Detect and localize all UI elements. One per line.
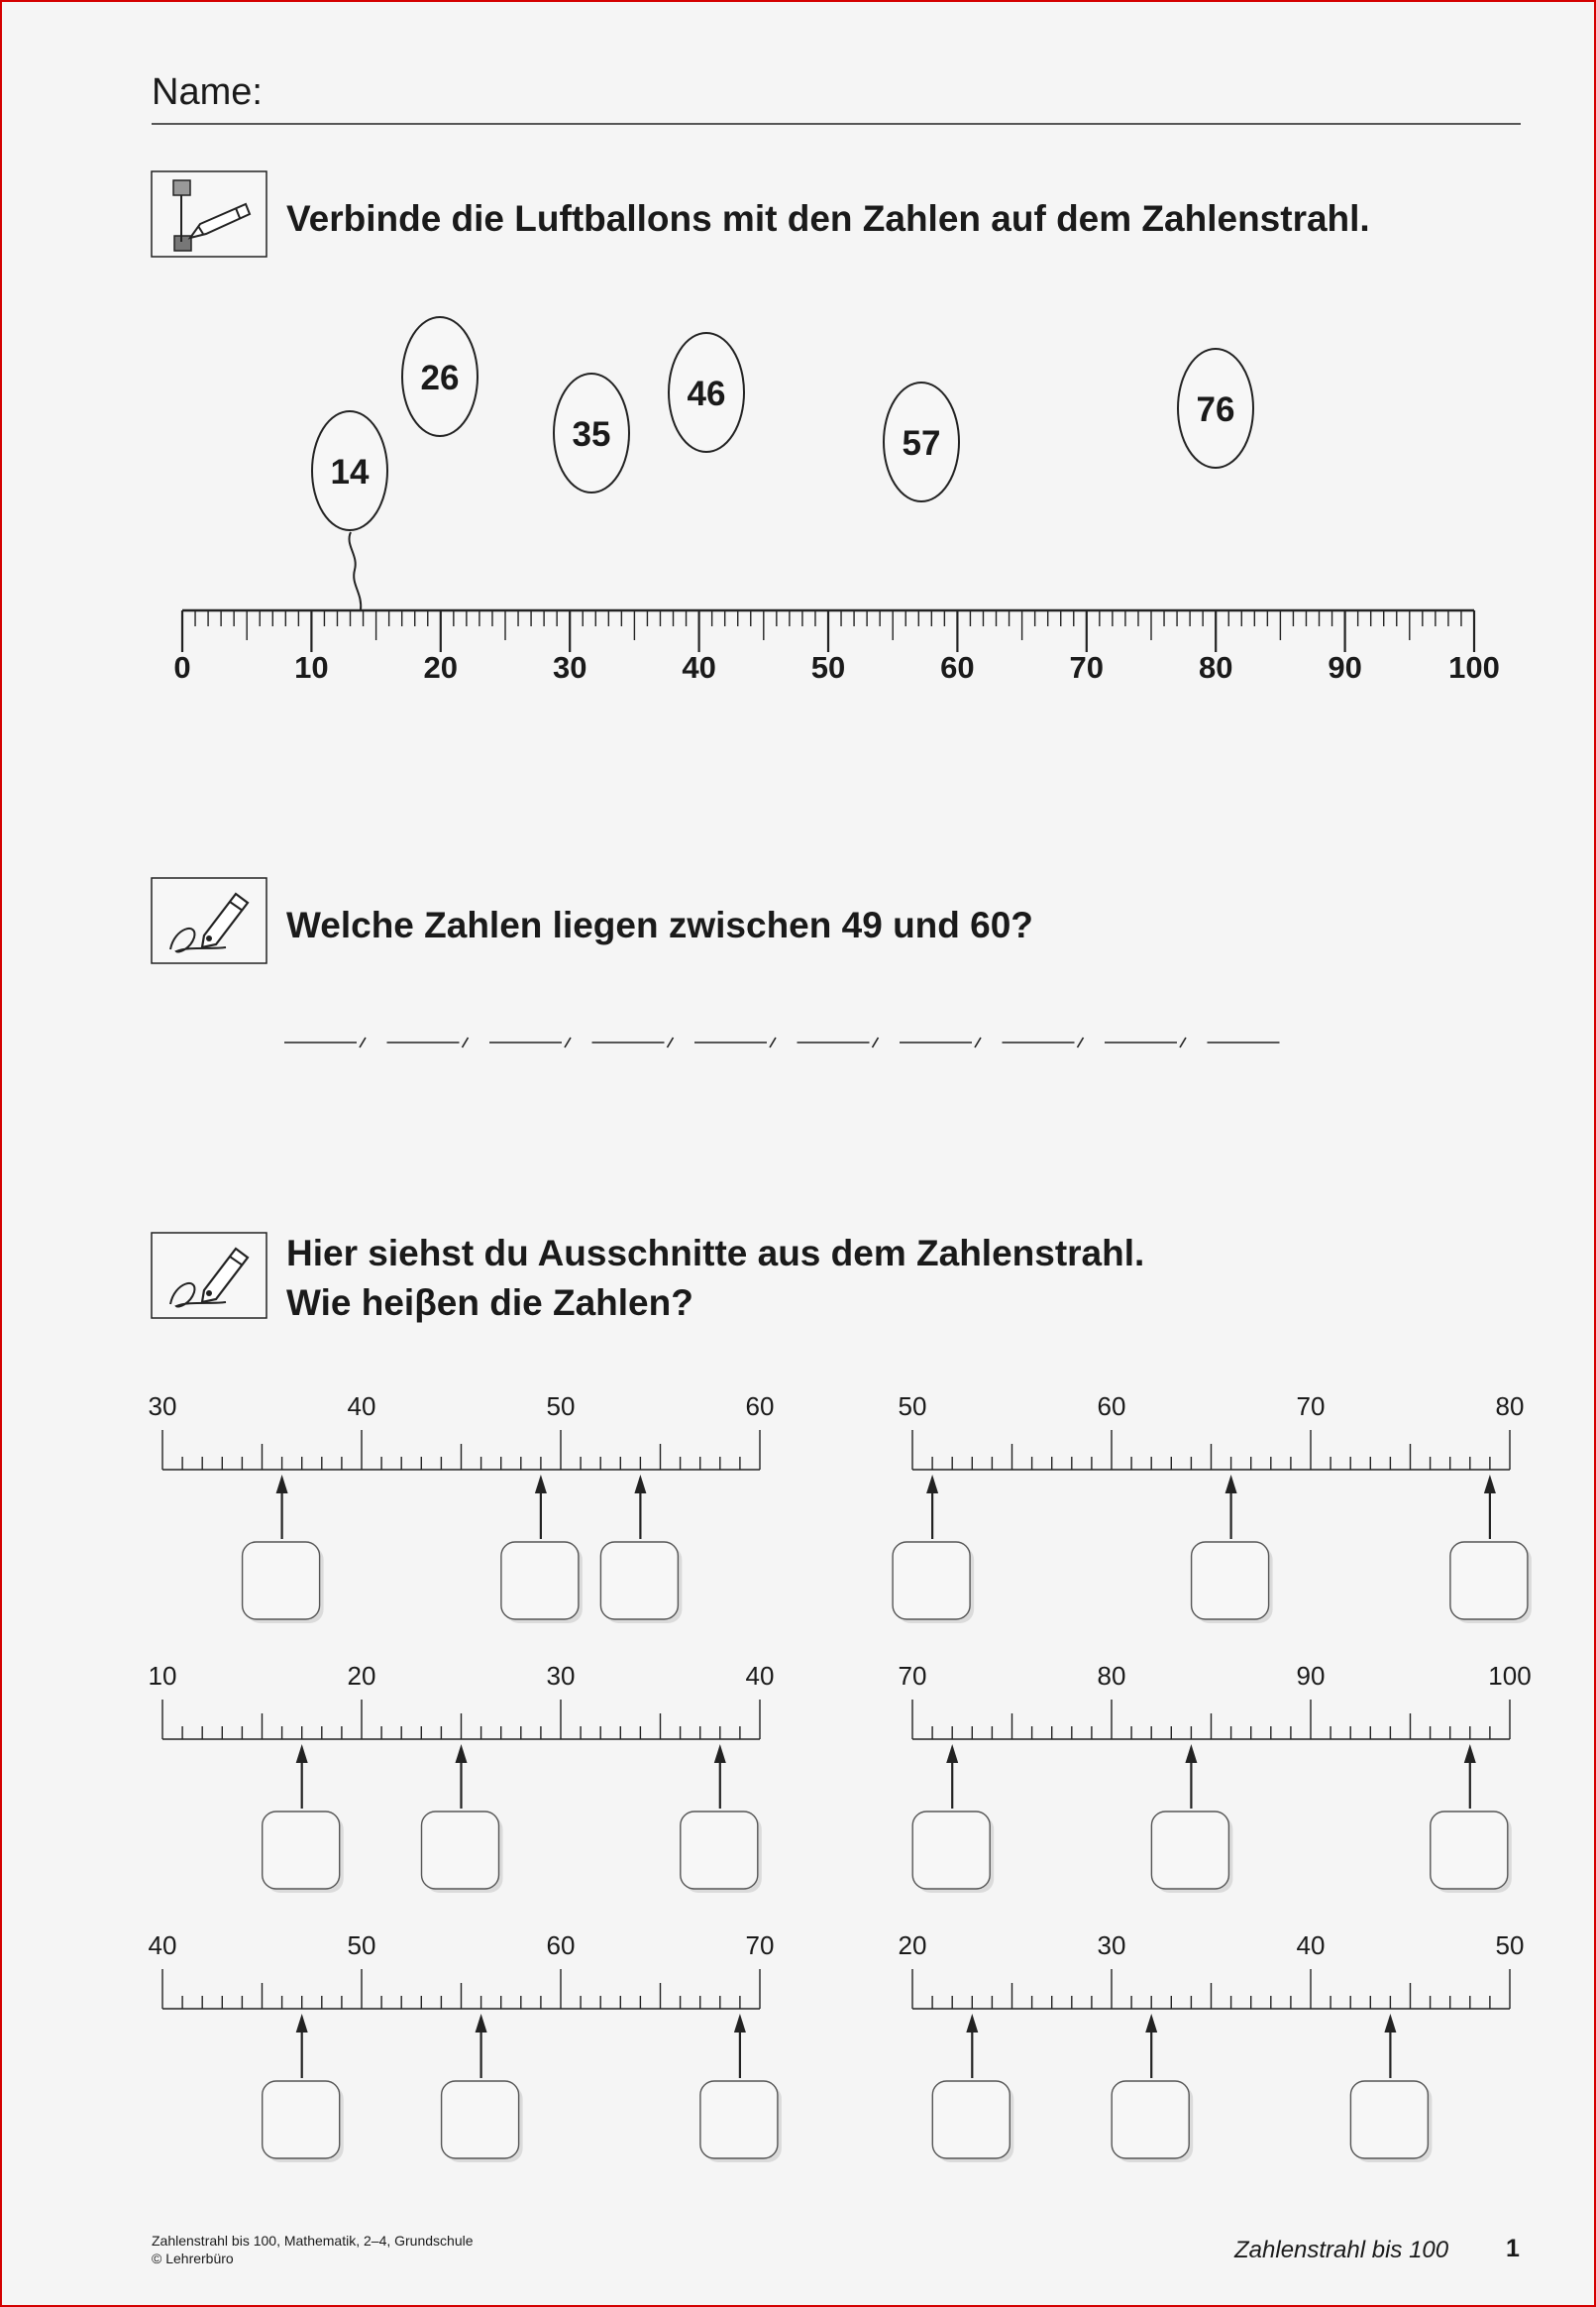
task2-icon-box — [152, 878, 266, 963]
answer-blank[interactable] — [1105, 1038, 1186, 1047]
answer-box[interactable] — [1151, 1812, 1228, 1889]
excerpt-tick-label: 80 — [1097, 1661, 1126, 1691]
number-line-excerpt — [899, 1930, 1525, 2162]
balloon[interactable] — [669, 333, 744, 452]
answer-box[interactable] — [681, 1812, 758, 1889]
task2-title: Welche Zahlen liegen zwischen 49 und 60? — [286, 905, 1033, 945]
answer-pointer — [1112, 2014, 1193, 2162]
excerpt-tick-label: 40 — [745, 1661, 775, 1691]
tick-label: 40 — [682, 650, 716, 685]
balloon[interactable] — [402, 317, 478, 436]
answer-blank[interactable] — [694, 1038, 776, 1047]
separator-slash — [975, 1038, 981, 1047]
arrow-head-icon — [296, 2014, 308, 2032]
balloon-number: 35 — [572, 415, 611, 454]
excerpt-tick-label: 10 — [148, 1661, 177, 1691]
answer-blank[interactable] — [284, 1038, 366, 1047]
answer-box[interactable] — [700, 2081, 778, 2158]
number-line-0-100 — [173, 610, 1499, 685]
excerpt-tick-label: 20 — [898, 1930, 927, 1960]
separator-slash — [565, 1038, 571, 1047]
separator-slash — [463, 1038, 469, 1047]
excerpt-tick-label: 30 — [1097, 1930, 1126, 1960]
arrow-head-icon — [1145, 2014, 1157, 2032]
answer-box[interactable] — [442, 2081, 519, 2158]
excerpt-tick-label: 90 — [1296, 1661, 1326, 1691]
task3-icon-box — [152, 1233, 266, 1318]
answer-pointer — [1192, 1475, 1273, 1623]
balloon[interactable] — [554, 374, 629, 493]
answer-box[interactable] — [1112, 2081, 1189, 2158]
task3-title-line2: Wie heiβen die Zahlen? — [286, 1282, 693, 1323]
separator-slash — [1078, 1038, 1084, 1047]
answer-pointer — [1151, 1744, 1232, 1893]
balloon-number: 76 — [1196, 390, 1235, 429]
answer-box[interactable] — [263, 1812, 340, 1889]
arrow-head-icon — [926, 1475, 938, 1493]
excerpt-tick-label: 70 — [1296, 1391, 1326, 1421]
tick-label: 80 — [1198, 650, 1233, 685]
task3-title-line1: Hier siehst du Ausschnitte aus dem Zahlenstrahl. — [286, 1233, 1145, 1273]
tick-label: 10 — [294, 650, 329, 685]
arrow-head-icon — [276, 1475, 288, 1493]
separator-slash — [360, 1038, 366, 1047]
excerpt-tick-label: 80 — [1495, 1391, 1525, 1421]
answer-pointer — [681, 1744, 762, 1893]
arrow-head-icon — [1225, 1475, 1237, 1493]
answer-box[interactable] — [422, 1812, 499, 1889]
arrow-head-icon — [714, 1744, 726, 1763]
excerpt-tick-label: 50 — [546, 1391, 576, 1421]
answer-pointer — [1450, 1475, 1532, 1623]
answer-box[interactable] — [893, 1542, 970, 1619]
excerpt-tick-label: 30 — [148, 1391, 177, 1421]
arrow-head-icon — [1185, 1744, 1197, 1763]
tick-label: 0 — [173, 650, 191, 685]
answer-box[interactable] — [912, 1812, 990, 1889]
answer-pointer — [1350, 2014, 1432, 2162]
tick-label: 70 — [1069, 650, 1105, 685]
footer-title: Zahlenstrahl bis 100 — [1234, 2237, 1449, 2263]
balloon-number: 14 — [330, 453, 370, 492]
tick-label: 30 — [552, 650, 587, 685]
tick-label: 60 — [940, 650, 975, 685]
balloon-number: 26 — [420, 359, 460, 397]
answer-pointer — [700, 2014, 782, 2162]
answer-pointer — [263, 1744, 344, 1893]
answer-blank[interactable] — [387, 1038, 469, 1047]
excerpt-tick-label: 70 — [745, 1930, 775, 1960]
excerpt-tick-label: 50 — [347, 1930, 376, 1960]
answer-pointer — [893, 1475, 974, 1623]
answer-box[interactable] — [932, 2081, 1010, 2158]
excerpt-tick-label: 60 — [546, 1930, 576, 1960]
excerpt-tick-label: 50 — [1495, 1930, 1525, 1960]
balloon-string — [349, 532, 361, 610]
separator-slash — [1180, 1038, 1186, 1047]
arrow-head-icon — [946, 1744, 958, 1763]
balloon-number: 46 — [687, 375, 726, 413]
answer-pointer — [243, 1475, 324, 1623]
answer-pointer — [263, 2014, 344, 2162]
separator-slash — [873, 1038, 879, 1047]
answer-pointer — [932, 2014, 1013, 2162]
balloon[interactable] — [1178, 349, 1253, 468]
balloon[interactable] — [884, 383, 959, 501]
tick-label: 100 — [1448, 650, 1500, 685]
number-line-excerpt — [149, 1391, 775, 1623]
answer-pointer — [422, 1744, 503, 1893]
tick-label: 90 — [1328, 650, 1362, 685]
answer-box[interactable] — [1431, 1812, 1508, 1889]
tick-label: 50 — [810, 650, 846, 685]
arrow-head-icon — [296, 1744, 308, 1763]
footer-source — [152, 2232, 474, 2267]
separator-slash — [668, 1038, 674, 1047]
answer-blank[interactable] — [900, 1038, 981, 1047]
answer-blank[interactable] — [798, 1038, 879, 1047]
answer-box[interactable] — [1450, 1542, 1528, 1619]
balloon-group[interactable] — [312, 317, 1253, 530]
answer-blank[interactable] — [489, 1038, 571, 1047]
excerpt-tick-label: 70 — [898, 1661, 927, 1691]
answer-blank[interactable] — [592, 1038, 674, 1047]
tick-label: 20 — [423, 650, 459, 685]
number-line-excerpt — [899, 1661, 1532, 1893]
answer-box[interactable] — [243, 1542, 320, 1619]
arrow-head-icon — [1484, 1475, 1496, 1493]
answer-box[interactable] — [501, 1542, 579, 1619]
excerpt-tick-label: 40 — [347, 1391, 376, 1421]
arrow-head-icon — [966, 2014, 978, 2032]
number-line-excerpts — [149, 1391, 1532, 2162]
separator-slash — [770, 1038, 776, 1047]
answer-blanks[interactable] — [284, 1038, 1280, 1047]
arrow-head-icon — [476, 2014, 487, 2032]
answer-pointer — [912, 1744, 994, 1893]
answer-blank[interactable] — [1003, 1038, 1084, 1047]
excerpt-tick-label: 40 — [1296, 1930, 1326, 1960]
number-line-excerpt — [149, 1930, 782, 2162]
answer-box[interactable] — [1192, 1542, 1269, 1619]
number-line-excerpt — [149, 1661, 775, 1893]
excerpt-tick-label: 100 — [1488, 1661, 1532, 1691]
arrow-head-icon — [1384, 2014, 1396, 2032]
page-number: 1 — [1506, 2235, 1520, 2262]
arrow-head-icon — [456, 1744, 468, 1763]
excerpt-tick-label: 40 — [148, 1930, 177, 1960]
excerpt-tick-label: 20 — [347, 1661, 376, 1691]
answer-pointer — [501, 1475, 583, 1623]
name-label: Name: — [152, 71, 263, 113]
answer-box[interactable] — [263, 2081, 340, 2158]
excerpt-tick-label: 60 — [745, 1391, 775, 1421]
balloon-number: 57 — [902, 424, 941, 463]
answer-box[interactable] — [1350, 2081, 1428, 2158]
arrow-head-icon — [634, 1475, 646, 1493]
excerpt-tick-label: 50 — [898, 1391, 927, 1421]
balloon[interactable] — [312, 411, 387, 530]
answer-pointer — [1431, 1744, 1512, 1893]
footer-source-line2: © Lehrerbüro — [152, 2251, 234, 2266]
task1-title: Verbinde die Luftballons mit den Zahlen auf dem Zahlenstrahl. — [286, 198, 1370, 239]
answer-pointer — [442, 2014, 523, 2162]
answer-pointer — [600, 1475, 682, 1623]
number-line-excerpt — [893, 1391, 1532, 1623]
footer-source-line1: Zahlenstrahl bis 100, Mathematik, 2–4, Grundschule — [152, 2233, 474, 2249]
arrow-head-icon — [734, 2014, 746, 2032]
answer-box[interactable] — [600, 1542, 678, 1619]
arrow-head-icon — [1464, 1744, 1476, 1763]
excerpt-tick-label: 30 — [546, 1661, 576, 1691]
arrow-head-icon — [535, 1475, 547, 1493]
excerpt-tick-label: 60 — [1097, 1391, 1126, 1421]
